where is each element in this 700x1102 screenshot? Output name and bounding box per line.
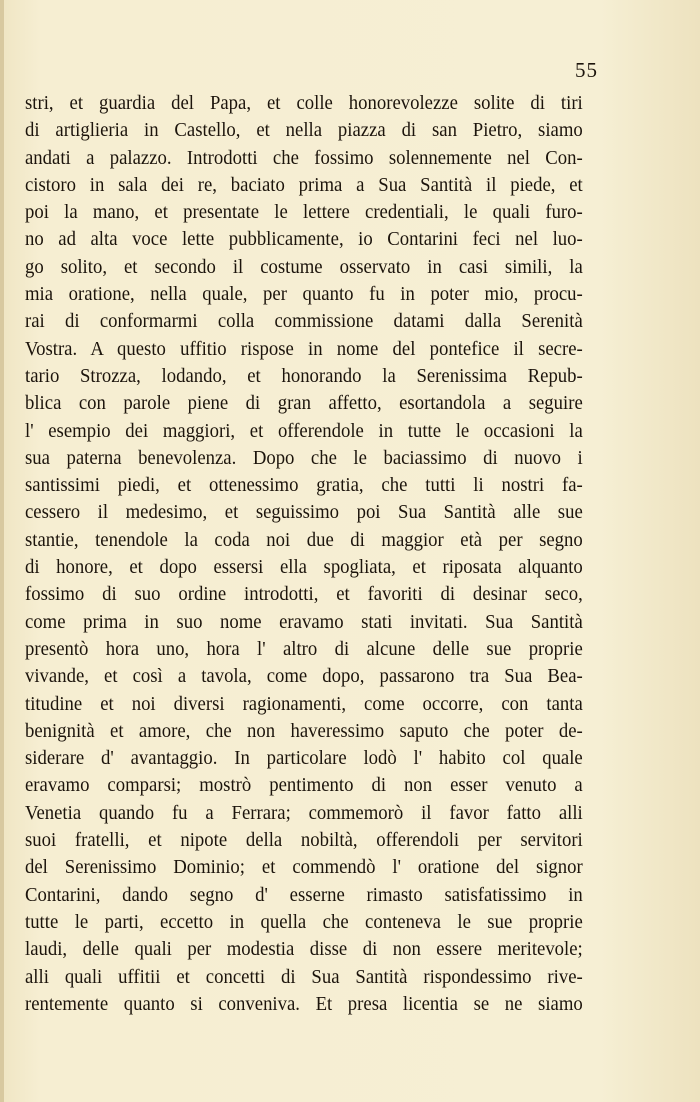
text-line: presentò hora uno, hora l' altro di alcune delle sue proprie xyxy=(25,638,583,660)
text-line: del Serenissimo Dominio; et commendò l' oratione del signor xyxy=(25,857,583,879)
text-line: mia oratione, nella quale, per quanto fu in poter mio, procu- xyxy=(25,284,583,306)
text-line: laudi, delle quali per modestia disse di non essere meritevole; xyxy=(25,939,583,961)
text-line: blica con parole piene di gran affetto, esortandola a seguire xyxy=(25,393,583,415)
text-line: Vostra. A questo uffitio rispose in nome del pontefice il secre- xyxy=(25,338,583,360)
text-line: fossimo di suo ordine introdotti, et favoriti di desinar seco, xyxy=(25,584,583,606)
text-line: titudine et noi diversi ragionamenti, come occorre, con tanta xyxy=(25,693,583,715)
text-line: rentemente quanto si conveniva. Et presa licentia se ne siamo xyxy=(25,993,583,1015)
text-line: eravamo comparsi; mostrò pentimento di non esser venuto a xyxy=(25,775,583,797)
text-line: no ad alta voce lette pubblicamente, io Contarini feci nel luo- xyxy=(25,229,583,251)
text-line: di honore, et dopo essersi ella spogliata, et riposata alquanto xyxy=(25,557,583,579)
body-text xyxy=(25,90,583,1018)
text-line: siderare d' avantaggio. In particolare lodò l' habito col quale xyxy=(25,748,583,770)
text-line: tario Strozza, lodando, et honorando la Serenissima Repub- xyxy=(25,365,583,387)
text-line: go solito, et secondo il costume osservato in casi simili, la xyxy=(25,256,583,278)
text-line: di artiglieria in Castello, et nella piazza di san Pietro, siamo xyxy=(25,120,583,142)
text-line: stri, et guardia del Papa, et colle honorevolezze solite di tiri xyxy=(25,93,583,114)
text-line: stantie, tenendole la coda noi due di maggior età per segno xyxy=(25,529,583,551)
page-edge xyxy=(0,0,4,1102)
page-number: 55 xyxy=(575,58,598,82)
text-line: alli quali uffitii et concetti di Sua Santità rispondessimo rive- xyxy=(25,966,583,988)
text-line: benignità et amore, che non haveressimo saputo che poter de- xyxy=(25,720,583,742)
text-line: andati a palazzo. Introdotti che fossimo solennemente nel Con- xyxy=(25,147,583,169)
text-line: cistoro in sala dei re, baciato prima a Sua Santità il piede, et xyxy=(25,174,583,196)
text-line: santissimi piedi, et ottenessimo gratia, che tutti li nostri fa- xyxy=(25,475,583,497)
text-line: suoi fratelli, et nipote della nobiltà, offerendoli per servitori xyxy=(25,830,583,852)
text-line: Venetia quando fu a Ferrara; commemorò il favor fatto alli xyxy=(25,802,583,824)
text-line: rai di conformarmi colla commissione datami dalla Serenità xyxy=(25,311,583,333)
text-line: cessero il medesimo, et seguissimo poi Sua Santità alle sue xyxy=(25,502,583,524)
text-line: poi la mano, et presentate le lettere credentiali, le quali furo- xyxy=(25,202,583,224)
text-line: come prima in suo nome eravamo stati invitati. Sua Santità xyxy=(25,611,583,633)
text-line: tutte le parti, eccetto in quella che conteneva le sue proprie xyxy=(25,911,583,933)
text-line: l' esempio dei maggiori, et offerendole in tutte le occasioni la xyxy=(25,420,583,442)
text-line: vivande, et così a tavola, come dopo, passarono tra Sua Bea- xyxy=(25,666,583,688)
text-line: sua paterna benevolenza. Dopo che le baciassimo di nuovo i xyxy=(25,447,583,469)
text-line: Contarini, dando segno d' esserne rimasto satisfatissimo in xyxy=(25,884,583,906)
